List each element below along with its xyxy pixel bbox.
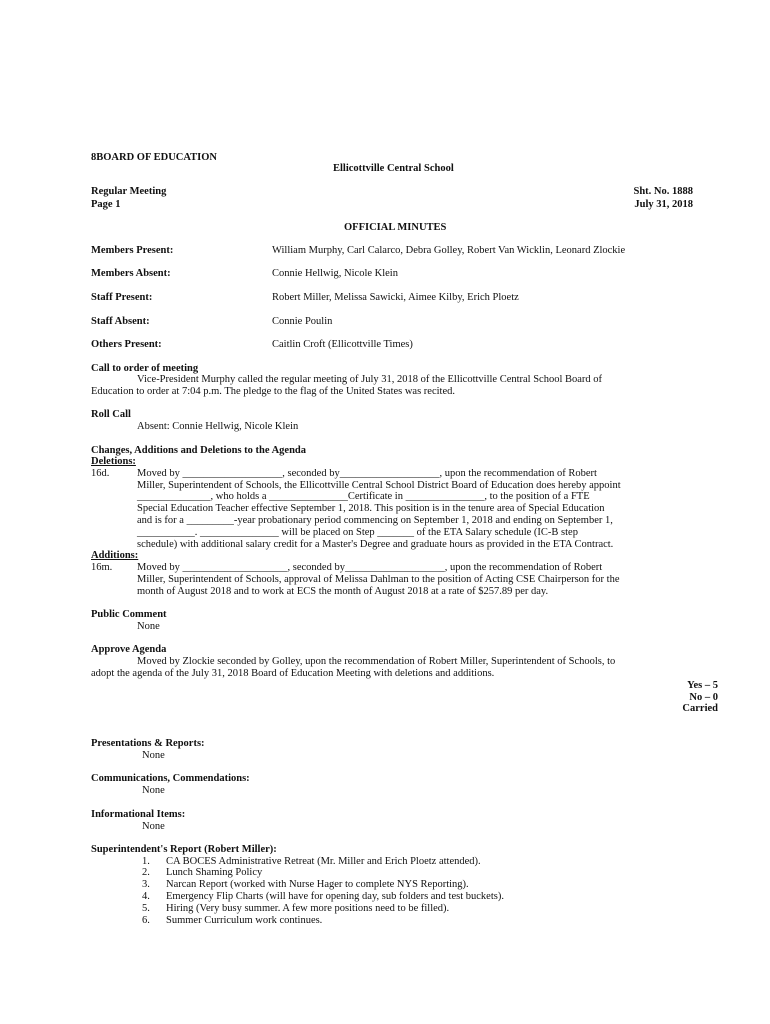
informational-value: None: [142, 821, 165, 832]
call-to-order-line1: Vice-President Murphy called the regular meeting of July 31, 2018 of the Ellicottville Central School Board of: [137, 374, 603, 385]
vote-yes: Yes – 5: [687, 680, 718, 691]
report-item-number: 5.: [142, 903, 150, 914]
presentations-value: None: [142, 750, 165, 761]
call-to-order-heading: Call to order of meeting: [91, 363, 199, 374]
approve-agenda-heading: Approve Agenda: [91, 644, 167, 655]
deletions-label: Deletions:: [91, 456, 136, 467]
deletion-number: 16d.: [91, 468, 110, 479]
deletion-line: ______________, who holds a _______________Certificate in _______________, to the position of a FTE: [137, 491, 590, 502]
meeting-type: Regular Meeting: [91, 186, 167, 197]
meeting-date: July 31, 2018: [634, 199, 693, 210]
addition-number: 16m.: [91, 562, 113, 573]
addition-line: month of August 2018 and to work at ECS the month of August 2018 at a rate of $257.89 per day.: [137, 586, 549, 597]
document-title: OFFICIAL MINUTES: [344, 222, 447, 233]
deletion-line: Miller, Superintendent of Schools, the Ellicottville Central School District Board of Education does hereby appoint: [137, 480, 621, 491]
members-absent-label: Members Absent:: [91, 268, 171, 279]
deletion-line: schedule) with additional salary credit for a Master's Degree and graduate hours as provided in the ETA Contract.: [137, 539, 614, 550]
vote-result: Carried: [682, 703, 718, 714]
public-comment-value: None: [137, 621, 160, 632]
superintendent-heading: Superintendent's Report (Robert Miller):: [91, 844, 277, 855]
addition-line: Miller, Superintendent of Schools, approval of Melissa Dahlman to the position of Acting CSE Chairperson for the: [137, 574, 620, 585]
report-item-text: Lunch Shaming Policy: [166, 867, 263, 878]
approve-agenda-line2: adopt the agenda of the July 31, 2018 Board of Education Meeting with deletions and additions.: [91, 668, 495, 679]
sheet-number: Sht. No. 1888: [633, 186, 693, 197]
report-item-number: 6.: [142, 915, 150, 926]
deletion-line: and is for a _________-year probationary period commencing on September 1, 2018 and ending on September 1,: [137, 515, 613, 526]
report-item-number: 3.: [142, 879, 150, 890]
report-item-number: 4.: [142, 891, 150, 902]
deletion-line: ___________. _______________ will be placed on Step _______ of the ETA Salary schedule (IC-B step: [137, 527, 578, 538]
staff-absent-label: Staff Absent:: [91, 316, 150, 327]
staff-absent-value: Connie Poulin: [272, 316, 333, 327]
report-item-number: 2.: [142, 867, 150, 878]
presentations-heading: Presentations & Reports:: [91, 738, 205, 749]
roll-call-absent: Absent: Connie Hellwig, Nicole Klein: [137, 421, 299, 432]
call-to-order-line2: Education to order at 7:04 p.m. The pledge to the flag of the United States was recited.: [91, 386, 455, 397]
changes-heading: Changes, Additions and Deletions to the Agenda: [91, 445, 306, 456]
members-absent-value: Connie Hellwig, Nicole Klein: [272, 268, 398, 279]
report-item-text: CA BOCES Administrative Retreat (Mr. Miller and Erich Ploetz attended).: [166, 856, 481, 867]
school-name: Ellicottville Central School: [333, 163, 454, 174]
members-present-value: William Murphy, Carl Calarco, Debra Golley, Robert Van Wicklin, Leonard Zlockie: [272, 245, 626, 256]
addition-line: Moved by ____________________, seconded by___________________, upon the recommendation of Robert: [137, 562, 603, 573]
board-title: 8BOARD OF EDUCATION: [91, 152, 218, 163]
vote-no: No – 0: [689, 692, 718, 703]
communications-value: None: [142, 785, 165, 796]
page-number: Page 1: [91, 199, 121, 210]
approve-agenda-line1: Moved by Zlockie seconded by Golley, upon the recommendation of Robert Miller, Superintendent of Schools, to: [137, 656, 616, 667]
public-comment-heading: Public Comment: [91, 609, 167, 620]
deletion-line: Moved by ___________________, seconded by___________________, upon the recommendation of Robert: [137, 468, 597, 479]
deletion-line: Special Education Teacher effective September 1, 2018. This position is in the tenure area of Special Education: [137, 503, 605, 514]
informational-heading: Informational Items:: [91, 809, 186, 820]
others-present-label: Others Present:: [91, 339, 162, 350]
report-item-number: 1.: [142, 856, 150, 867]
members-present-label: Members Present:: [91, 245, 174, 256]
staff-present-label: Staff Present:: [91, 292, 153, 303]
additions-label: Additions:: [91, 550, 139, 561]
report-item-text: Hiring (Very busy summer. A few more positions need to be filled).: [166, 903, 450, 914]
report-item-text: Summer Curriculum work continues.: [166, 915, 323, 926]
communications-heading: Communications, Commendations:: [91, 773, 250, 784]
staff-present-value: Robert Miller, Melissa Sawicki, Aimee Kilby, Erich Ploetz: [272, 292, 519, 303]
report-item-text: Narcan Report (worked with Nurse Hager to complete NYS Reporting).: [166, 879, 469, 890]
roll-call-heading: Roll Call: [91, 409, 131, 420]
report-item-text: Emergency Flip Charts (will have for opening day, sub folders and test buckets).: [166, 891, 504, 902]
others-present-value: Caitlin Croft (Ellicottville Times): [272, 339, 413, 350]
